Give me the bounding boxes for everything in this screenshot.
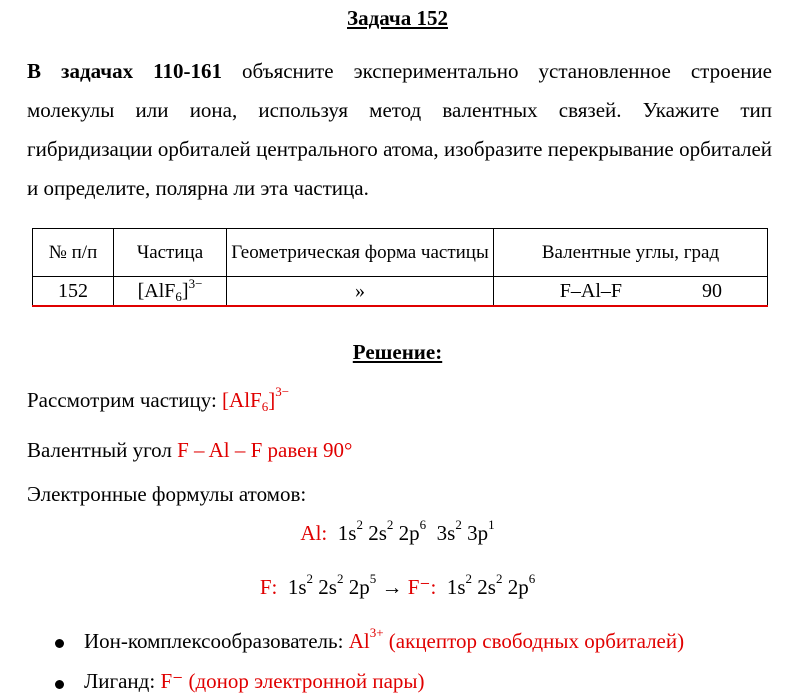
page-title: Задача 152 [347,6,448,30]
cell-num: 152 [33,277,114,306]
header-particle: Частица [114,229,227,277]
task-description [27,52,772,208]
ligand-line: Лиганд: F⁻ (донор электронной пары) [84,669,425,693]
header-shape: Геометрическая форма частицы [227,229,494,277]
red-underline [32,305,768,307]
particle-formula: $[AlF_6]^{3-}$ [222,384,290,414]
cell-particle: $[AlF_6]^{3-}$ [114,277,227,306]
arrow-icon: → [381,575,403,599]
header-angles: Валентные углы, град [494,229,768,277]
formulas-label: Электронные формулы атомов: [27,482,307,506]
cell-shape: » [227,277,494,306]
angle-value: 90 [702,279,722,302]
al-formula: Al: $1s^2$ $2s^2$ $2p^6$ $3s^2$ $3p^1$ [300,517,495,545]
angle-line: Валентный угол F – Al – F равен 90° [27,438,353,462]
f-formula: F: $1s^2$ $2s^2$ $2p^5 \to F^-$: $1s^2$ $2s^2$ $2p^6$ [259,571,536,599]
angle-name: F–Al–F [559,279,622,302]
complex-former-line: Ион-комплексообразователь: $Al^{3+}$ (акцептор свободных орбиталей) [84,625,685,653]
consider-line: Рассмотрим частицу: $[AlF_6]^{3-}$ [27,384,290,414]
task-text: объясните экспериментально установленное строение молекулы или иона, используя метод валентных связей. Укажите тип гибридизации орбиталей центрального атома, изобразите перекрывание орбиталей и определите, полярна ли эта частица. [27,59,772,200]
bullet-icon [55,639,64,648]
header-num: № п/п [33,229,114,277]
solution-heading: Решение: [352,340,443,364]
bullet-icon [55,680,64,689]
table-header-row [33,229,768,277]
task-range: В задачах 110-161 [27,59,222,83]
table-row [33,277,768,306]
task-table [32,228,768,306]
angle-statement: F – Al – F равен 90° [177,438,353,462]
cell-angles [494,277,768,306]
